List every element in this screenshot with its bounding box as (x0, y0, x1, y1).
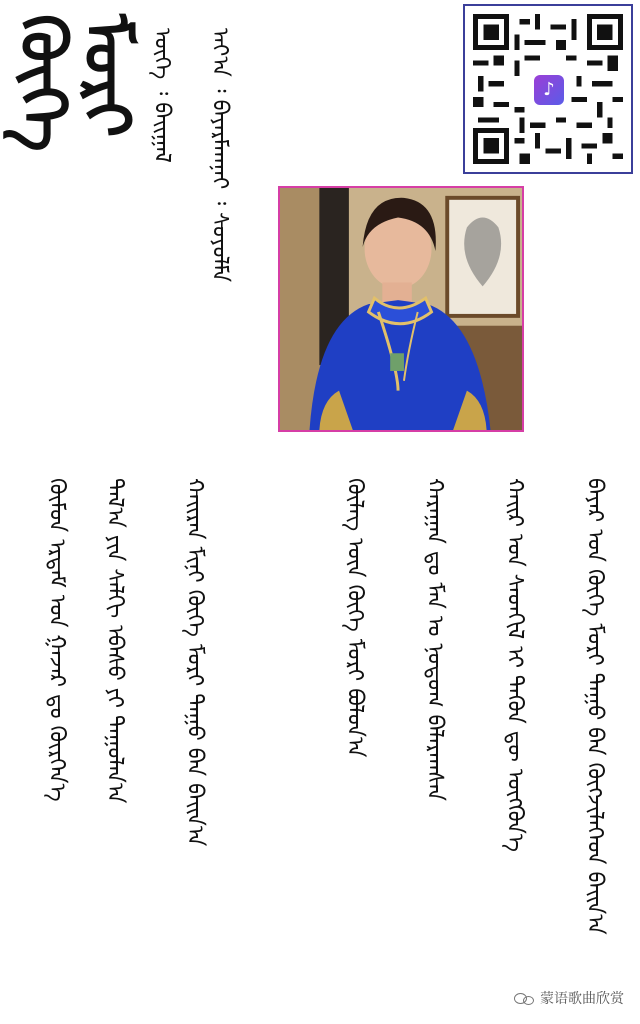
music-credit: ᠠᠶ᠎ᠠ ᠄ ᠪᠠᠶᠠᠷᠮᠠᠭᠨᠠᠢ ᠄ ᠰᠣᠶᠣᠯᠮᠠ (207, 28, 232, 283)
poem-line-4: ᠬᠦᠯᠡᠭ ᠦᠨ ᠬᠥᠬᠡ ᠮᠣᠷᠢ ᠪᠣᠯᠤᠨ᠎ᠠ (342, 478, 367, 758)
wechat-watermark (514, 988, 624, 1008)
music-note-icon: ♪ (534, 75, 564, 105)
poem-line-7: ᠬᠦᠮᠦᠨ ᠡᠷᠳᠡᠮ ᠤᠨ ᠭᠠᠵᠠᠷ ᠳᠤ ᠬᠦᠷᠭᠡᠨ᠎ᠡ (44, 478, 69, 802)
singer-photo-image (280, 188, 522, 430)
wechat-icon (514, 991, 534, 1005)
song-title-line-2: ᠮᠣᠷᠢ (69, 14, 143, 138)
poem-line-5: ᠬᠠᠢ᠌ᠷᠠᠨ ᠮᠢᠨᠢ ᠬᠥᠬᠡ ᠮᠣᠷᠢ ᠳᠠᠭᠤ ᠪᠠᠨ ᠪᠠᠢ᠌ᠨ᠎ᠠ (182, 478, 207, 847)
singer-photo (278, 186, 524, 432)
poem-line-3: ᠬᠠᠷᠠᠭᠠᠨ ᠳᠤ ᠮᠠᠨ ᠤ ᠨᠤᠲᠤᠭ ᠪᠠᠯᠠᠷᠠᠭᠰᠠᠨ (422, 478, 447, 802)
poem-line-6: ᠲᠠᠯ᠎ᠠ ᠶᠢᠨ ᠰᠠᠯᠬᠢ ᠡᠪᠡᠰᠦ ᠶᠢ ᠳᠠᠭᠤᠯᠠᠨ᠎ᠠ (102, 478, 127, 804)
poem-line-2: ᠬᠠᠢ᠌ᠷ ᠤᠨ ᠰᠡᠳᠬᠢᠯ ᠢ ᠲᠡᠭᠦᠨ ᠳᠦ ᠥᠭᠭᠦᠨ᠎ᠡ (502, 478, 527, 853)
watermark-label: 蒙语歌曲欣赏 (540, 991, 624, 1007)
lyrics-credit: ᠦᠭᠡ ᠄ ᠪᠠᠢᠭᠠᠯ (149, 28, 174, 163)
song-title (5, 14, 143, 152)
poem-line-1: ᠪᠠᠶᠠᠷ ᠤᠨ ᠬᠥᠬᠡ ᠮᠣᠷᠢ ᠳᠠᠭᠤ ᠪᠠᠨ ᠬᠦᠭᠵᠢᠯᠡᠭᠡᠳ ᠪᠠᠢ᠌ᠨ᠎ᠠ (582, 478, 607, 935)
song-title-line-1: ᠬᠥᠬᠡ (5, 14, 79, 152)
qr-code-icon (463, 4, 633, 174)
